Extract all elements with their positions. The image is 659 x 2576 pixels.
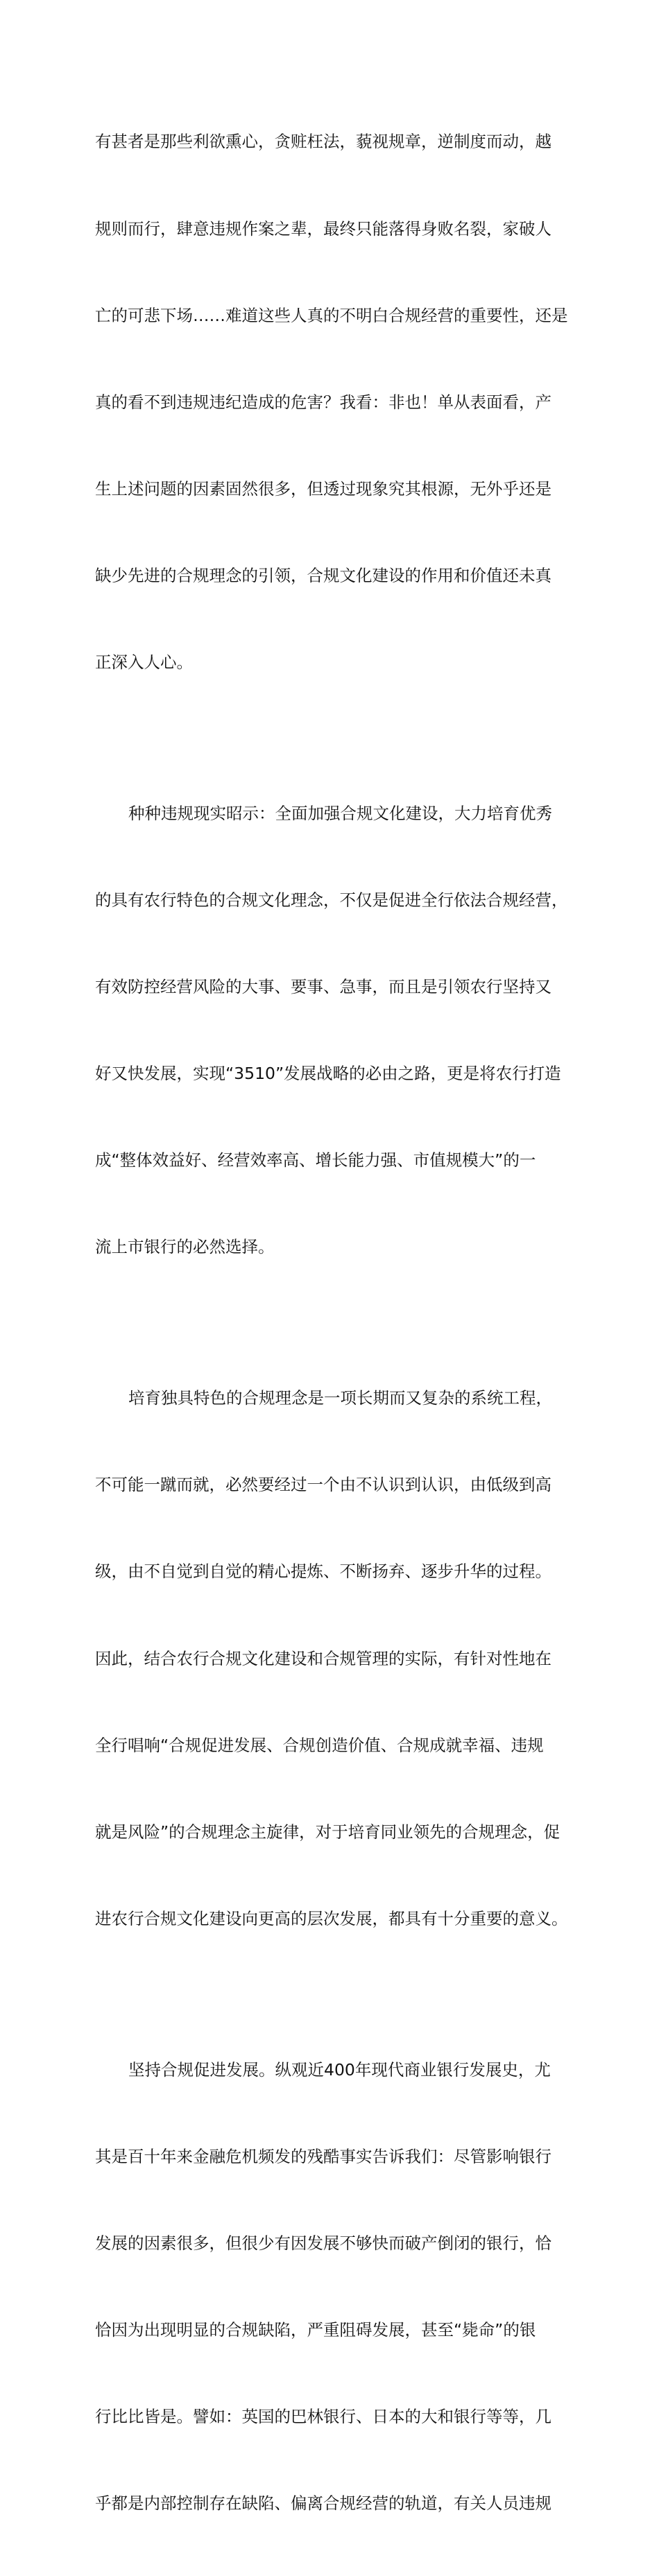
text-line: 有甚者是那些利欲熏心，贪赃枉法，藐视规章，逆制度而动，越 [95, 132, 551, 152]
text-line: 的具有农行特色的合规文化理念，不仅是促进全行依法合规经营， [95, 890, 568, 910]
text-line: 全行唱响“合规促进发展、合规创造价值、合规成就幸福、违规 [95, 1735, 544, 1755]
text-line: 流上市银行的必然选择。 [95, 1237, 275, 1257]
text-line: 发展的因素很多，但很少有因发展不够快而破产倒闭的银行，恰 [95, 2233, 551, 2253]
text-line: 不可能一蹴而就，必然要经过一个由不认识到认识，由低级到高 [95, 1475, 551, 1495]
text-line: 其是百十年来金融危机频发的残酷事实告诉我们：尽管影响银行 [95, 2146, 551, 2166]
paragraph-spacing [95, 735, 581, 741]
text-line: 有效防控经营风险的大事、要事、急事，而且是引领农行坚持又 [95, 977, 551, 997]
text-line: 乎都是内部控制存在缺陷、偏离合规经营的轨道，有关人员违规 [95, 2493, 551, 2514]
paragraph-1 [95, 70, 581, 735]
text-line: 生上述问题的因素固然很多，但透过现象究其根源，无外乎还是 [95, 478, 551, 499]
text-line: 缺少先进的合规理念的引领，合规文化建设的作用和价值还未真 [95, 565, 551, 585]
paragraph-spacing [95, 1320, 581, 1326]
text-line: 种种违规现实昭示：全面加强合规文化建设，大力培育优秀 [128, 803, 552, 823]
text-line: 进农行合规文化建设向更高的层次发展，都具有十分重要的意义。 [95, 1908, 568, 1928]
paragraph-3 [95, 1326, 581, 1991]
paragraph-2 [95, 741, 581, 1320]
text-line: 正深入人心。 [95, 652, 193, 672]
paragraph-spacing [95, 1991, 581, 1998]
text-line: 行比比皆是。譬如：英国的巴林银行、日本的大和银行等等，几 [95, 2407, 551, 2427]
text-line: 就是风险”的合规理念主旋律，对于培育同业领先的合规理念，促 [95, 1822, 560, 1842]
text-line: 规则而行，肆意违规作案之辈，最终只能落得身败名裂，家破人 [95, 218, 551, 239]
text-line: 级，由不自觉到自觉的精心提炼、不断扬弃、逐步升华的过程。 [95, 1562, 551, 1582]
document-body [95, 70, 581, 2576]
text-line: 亡的可悲下场……难道这些人真的不明白合规经营的重要性，还是 [95, 305, 568, 325]
text-line: 坚持合规促进发展。纵观近400年现代商业银行发展史，尤 [128, 2059, 551, 2080]
text-line: 真的看不到违规违纪造成的危害？我看：非也！单从表面看，产 [95, 392, 551, 412]
text-line: 培育独具特色的合规理念是一项长期而又复杂的系统工程， [128, 1388, 552, 1408]
text-line: 恰因为出现明显的合规缺陷，严重阻碍发展，甚至“毙命”的银 [95, 2319, 536, 2340]
paragraph-4 [95, 1998, 581, 2576]
text-line: 好又快发展，实现“3510”发展战略的必由之路，更是将农行打造 [95, 1064, 561, 1084]
text-line: 因此，结合农行合规文化建设和合规管理的实际，有针对性地在 [95, 1648, 551, 1668]
text-line: 成“整体效益好、经营效率高、增长能力强、市值规模大”的一 [95, 1150, 536, 1170]
